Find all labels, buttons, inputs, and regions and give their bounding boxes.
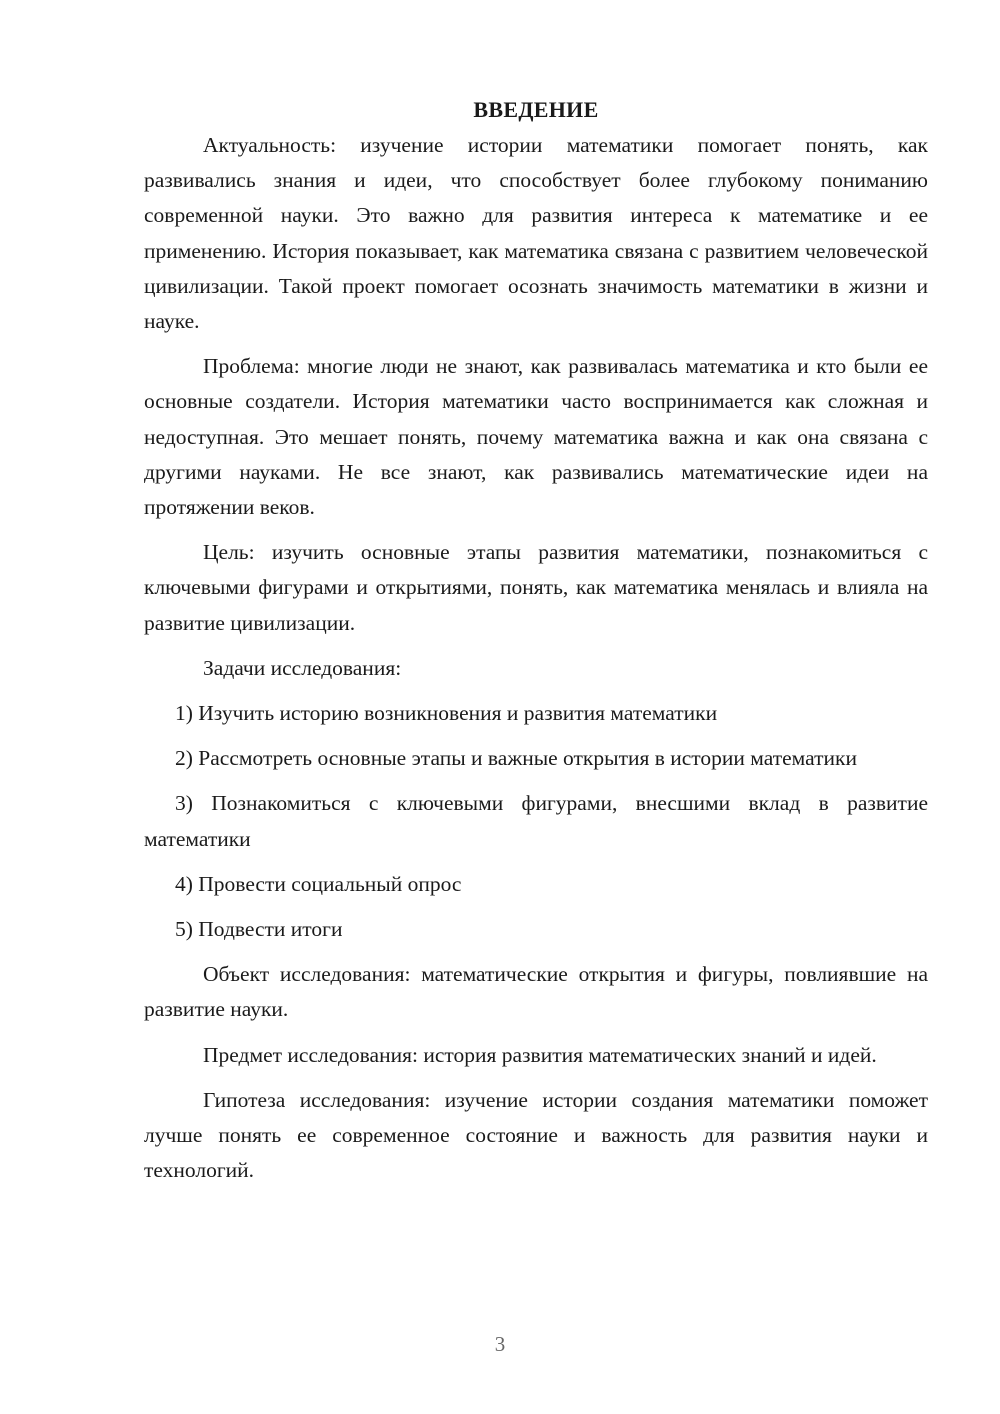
- relevance-paragraph: Актуальность: изучение истории математики помогает понять, как развивались знания и идеи, что способствует более глубокому пониманию современной науки. Это важно для развития интереса к математике и ее применению. История показывает, как математика связана с развитием человеческой цивилизации. Такой проект помогает осознать значимость математики в жизни и науке.: [144, 133, 928, 334]
- task-item-2: 2) Рассмотреть основные этапы и важные открытия в истории математики: [175, 746, 857, 771]
- problem-paragraph: Проблема: многие люди не знают, как развивалась математика и кто были ее основные создатели. История математики часто воспринимается как сложная и недоступная. Это мешает понять, почему математика важна и как она связана с другими науками. Не все знают, как развивались математические идеи на протяжении веков.: [144, 354, 928, 520]
- tasks-title: Задачи исследования:: [203, 655, 402, 680]
- object-paragraph: Объект исследования: математические открытия и фигуры, повлиявшие на развитие науки.: [144, 962, 928, 1022]
- task-item-4: 4) Провести социальный опрос: [175, 871, 462, 896]
- subject-paragraph: Предмет исследования: история развития математических знаний и идей.: [203, 1042, 877, 1067]
- task-item-5: 5) Подвести итоги: [175, 917, 343, 942]
- goal-paragraph: Цель: изучить основные этапы развития математики, познакомиться с ключевыми фигурами и открытиями, понять, как математика менялась и влияла на развитие цивилизации.: [144, 540, 928, 635]
- page-number: 3: [494, 1332, 506, 1356]
- section-heading: ВВЕДЕНИЕ: [473, 97, 599, 122]
- task-item-1: 1) Изучить историю возникновения и развития математики: [175, 701, 718, 726]
- task-item-3: 3) Познакомиться с ключевыми фигурами, внесшими вклад в развитие математики: [144, 791, 928, 851]
- document-page: [144, 92, 928, 1198]
- hypothesis-paragraph: Гипотеза исследования: изучение истории создания математики поможет лучше понять ее современное состояние и важность для развития науки и технологий.: [144, 1087, 928, 1183]
